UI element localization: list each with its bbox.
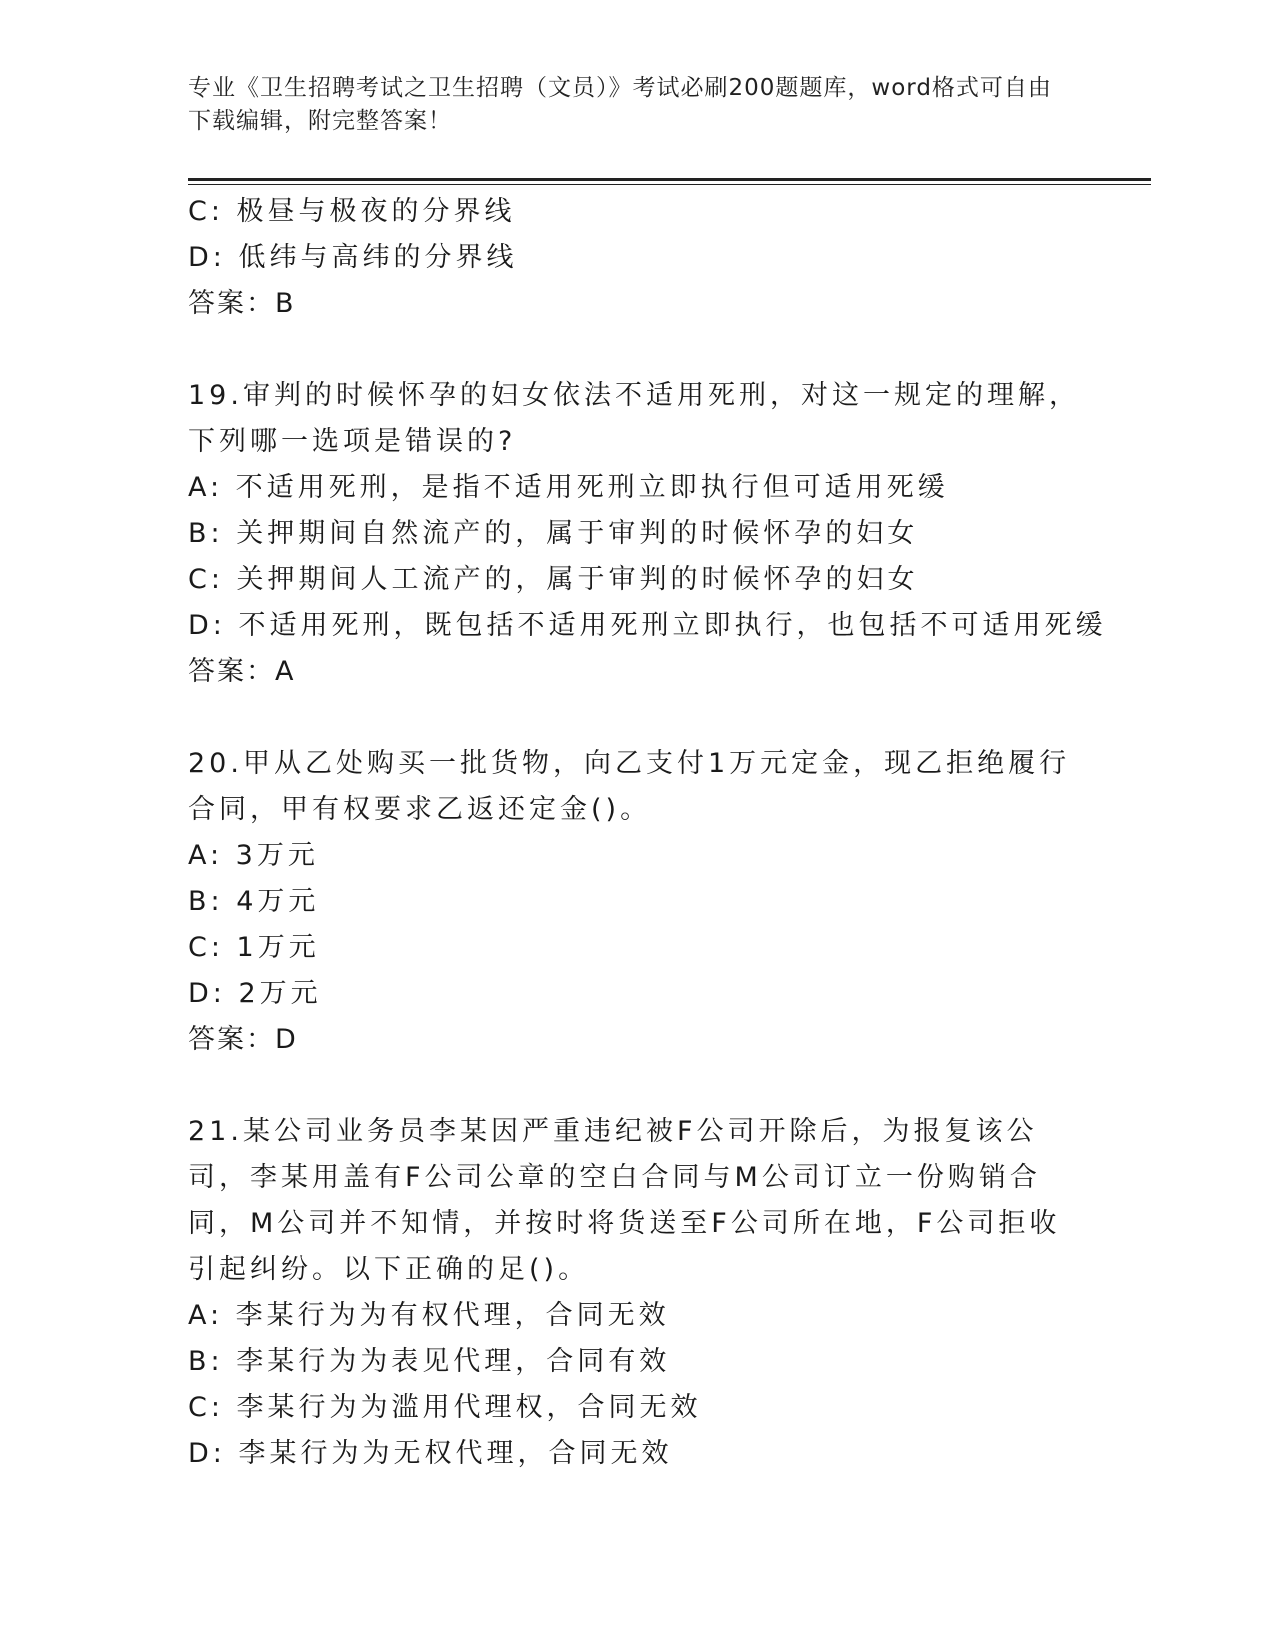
- prev-answer: 答案：B: [188, 288, 296, 319]
- q19-option-d: D: 不适用死刑，既包括不适用死刑立即执行，也包括不可适用死缓: [188, 610, 1107, 641]
- q20-option-b: B: 4万元: [188, 886, 320, 917]
- header-divider-thick: [188, 178, 1151, 181]
- q19-stem: 19.审判的时候怀孕的妇女依法不适用死刑，对这一规定的理解，下列哪一选项是错误的?: [188, 380, 1080, 457]
- q19-option-b: B: 关押期间自然流产的，属于审判的时候怀孕的妇女: [188, 518, 919, 549]
- q20-option-a: A: 3万元: [188, 840, 319, 871]
- spacer: [188, 695, 1088, 741]
- q19-answer: 答案：A: [188, 656, 296, 687]
- q21-stem: 21.某公司业务员李某因严重违纪被F公司开除后，为报复该公司，李某用盖有F公司公章的空白合同与M公司订立一份购销合同，M公司并不知情，并按时将货送至F公司所在地，F公司拒收引起纠纷。以下正确的足()。: [188, 1116, 1061, 1285]
- q19-option-c: C: 关押期间人工流产的，属于审判的时候怀孕的妇女: [188, 564, 919, 595]
- header-divider-thin: [188, 184, 1151, 185]
- q20-option-d: D: 2万元: [188, 978, 322, 1009]
- spacer: [188, 327, 1088, 373]
- q19-option-a: A: 不适用死刑，是指不适用死刑立即执行但可适用死缓: [188, 472, 949, 503]
- prev-option-c: C: 极昼与极夜的分界线: [188, 196, 516, 227]
- q21-option-d: D: 李某行为为无权代理，合同无效: [188, 1438, 673, 1469]
- q21-option-b: B: 李某行为为表见代理，合同有效: [188, 1346, 671, 1377]
- page-header: 专业《卫生招聘考试之卫生招聘（文员）》考试必刷200题题库，word格式可自由下载编辑，附完整答案！: [188, 75, 1052, 134]
- spacer: [188, 1063, 1088, 1109]
- q21-option-c: C: 李某行为为滥用代理权，合同无效: [188, 1392, 702, 1423]
- question-content: [188, 189, 1107, 1477]
- prev-option-d: D: 低纬与高纬的分界线: [188, 242, 518, 273]
- q21-option-a: A: 李某行为为有权代理，合同无效: [188, 1300, 670, 1331]
- q20-answer: 答案：D: [188, 1024, 298, 1055]
- q20-option-c: C: 1万元: [188, 932, 320, 963]
- q20-stem: 20.甲从乙处购买一批货物，向乙支付1万元定金，现乙拒绝履行合同，甲有权要求乙返还定金()。: [188, 748, 1071, 825]
